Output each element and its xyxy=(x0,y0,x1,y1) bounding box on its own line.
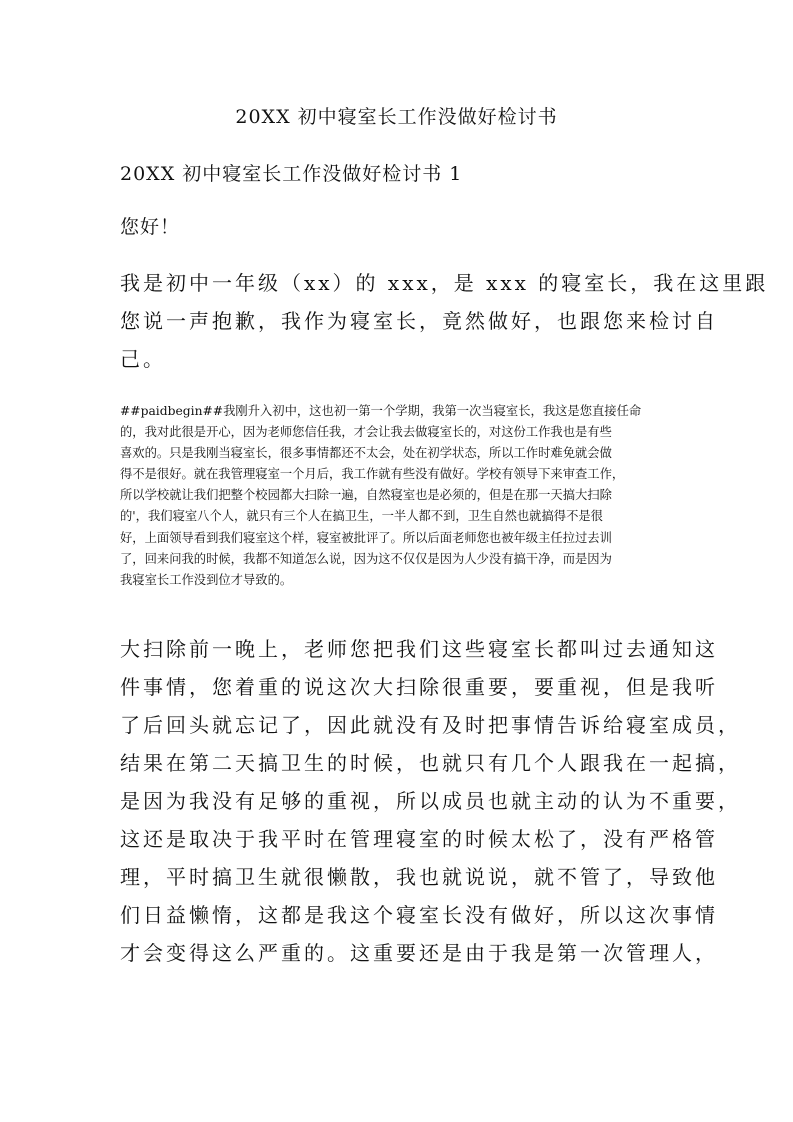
paragraph-intro xyxy=(120,264,769,378)
paragraph-line: 的'，我们寝室八个人，就只有三个人在搞卫生，一半人都不到，卫生自然也就搞得不是很 xyxy=(120,509,603,524)
greeting: 您好！ xyxy=(120,216,181,238)
paragraph-line: 了后回头就忘记了，因此就没有及时把事情告诉给寝室成员， xyxy=(120,713,741,737)
paragraph-cleanup xyxy=(120,630,741,972)
paragraph-line: 己。 xyxy=(120,347,166,371)
paragraph-line: ##paidbegin##我刚升入初中，这也初一第一个学期，我第一次当寝室长，我这是您直接任命 xyxy=(120,404,642,418)
paragraph-line: 结果在第二天搞卫生的时候，也就只有几个人跟我在一起搞， xyxy=(120,751,741,775)
paragraph-line: 喜欢的。只是我刚当寝室长，很多事情都还不太会，处在初学状态，所以工作时难免就会做 xyxy=(120,446,612,461)
paragraph-line: 我是初中一年级（xx）的 xxx，是 xxx 的寝室长，我在这里跟 xyxy=(120,271,769,295)
document-title: 20XX 初中寝室长工作没做好检讨书 xyxy=(235,106,558,128)
paragraph-line: 们日益懒惰，这都是我这个寝室长没有做好，所以这次事情 xyxy=(120,903,718,927)
paragraph-line: 的，我对此很是开心，因为老师您信任我，才会让我去做寝室长的，对这份工作我也是有些 xyxy=(120,425,612,440)
paragraph-line: 了，回来问我的时候，我都不知道怎么说，因为这不仅仅是因为人少没有搞干净，而是因为 xyxy=(120,551,612,566)
paragraph-line: 得不是很好。就在我管理寝室一个月后，我工作就有些没有做好。学校有领导下来审查工作， xyxy=(120,467,625,482)
paragraph-line: 所以学校就让我们把整个校园都大扫除一遍，自然寝室也是必须的，但是在那一天搞大扫除 xyxy=(120,488,612,503)
paragraph-line: 大扫除前一晚上，老师您把我们这些寝室长都叫过去通知这 xyxy=(120,637,718,661)
section-heading: 20XX 初中寝室长工作没做好检讨书 1 xyxy=(120,163,463,185)
paragraph-line: 我寝室长工作没到位才导致的。 xyxy=(120,572,293,587)
paragraph-line: 件事情，您着重的说这次大扫除很重要，要重视，但是我听 xyxy=(120,675,718,699)
paragraph-line: 好，上面领导看到我们寝室这个样，寝室被批评了。所以后面老师您也被年级主任拉过去训 xyxy=(120,530,612,545)
paragraph-body-small xyxy=(120,401,673,591)
paragraph-line: 是因为我没有足够的重视，所以成员也就主动的认为不重要， xyxy=(120,789,741,813)
paragraph-line: 这还是取决于我平时在管理寝室的时候太松了，没有严格管 xyxy=(120,827,718,851)
paragraph-line: 理，平时搞卫生就很懒散，我也就说说，就不管了，导致他 xyxy=(120,865,718,889)
paragraph-line: 才会变得这么严重的。这重要还是由于我是第一次管理人， xyxy=(120,941,718,965)
paragraph-line: 您说一声抱歉，我作为寝室长，竟然做好，也跟您来检讨自 xyxy=(120,309,718,333)
